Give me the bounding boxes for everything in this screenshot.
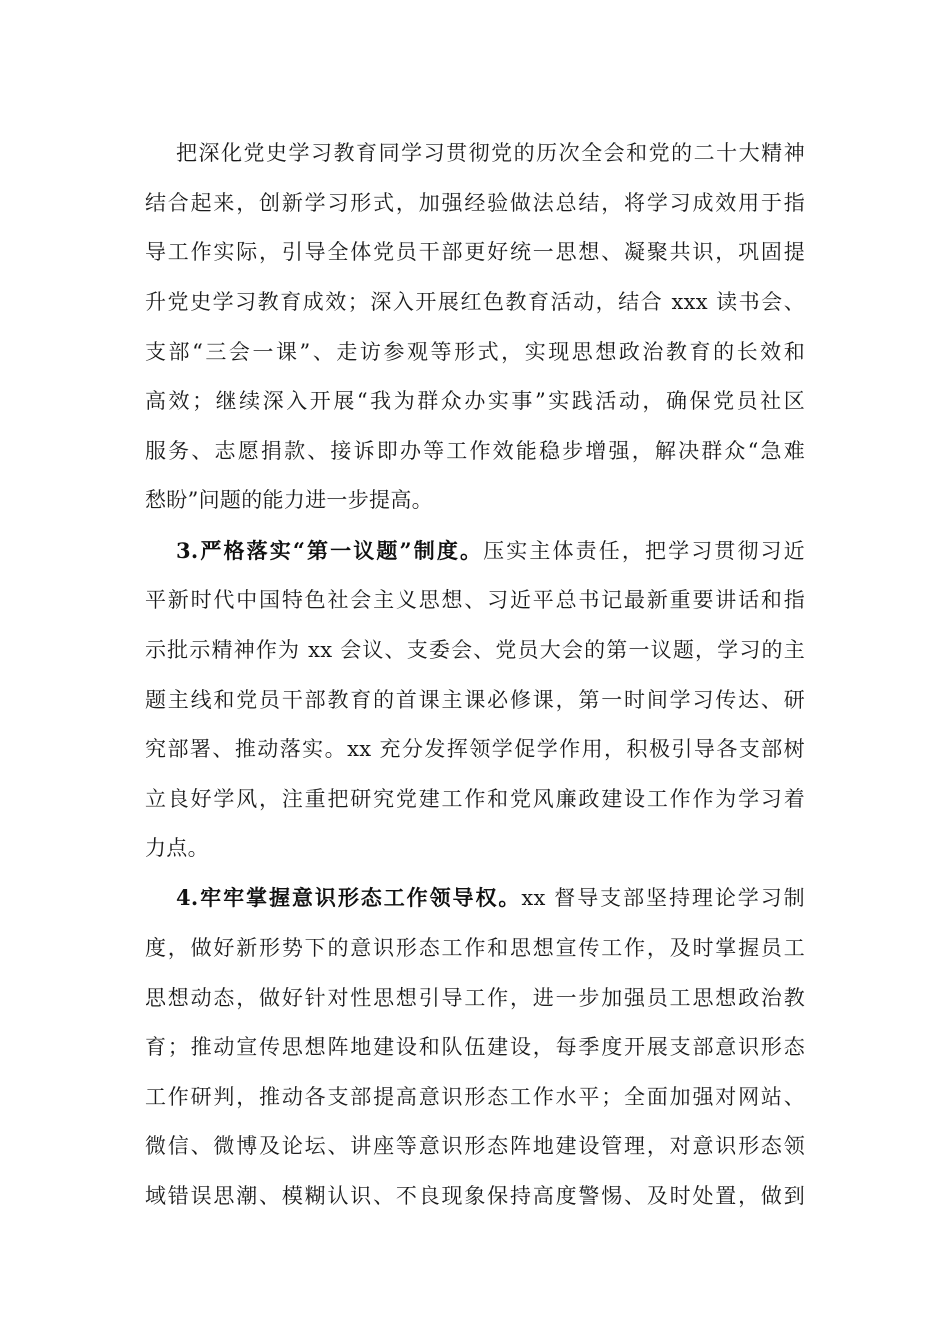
section-heading: 4.牢牢掌握意识形态工作领导权。 xyxy=(176,885,522,910)
text-line: 思想动态，做好针对性思想引导工作，进一步加强员工思想政治教 xyxy=(145,986,805,1010)
text-line: 微信、微博及论坛、讲座等意识形态阵地建设管理，对意识形态领 xyxy=(145,1134,805,1158)
text-span: 压实主体责任，把学习贯彻习近 xyxy=(483,539,805,563)
text-line: 度，做好新形势下的意识形态工作和思想宣传工作，及时掌握员工 xyxy=(145,936,805,960)
text-line xyxy=(176,884,805,912)
text-line: 力点。 xyxy=(145,836,209,860)
text-line: 究部署、推动落实。xx 充分发挥领学促学作用，积极引导各支部树 xyxy=(145,737,805,761)
text-line: 支部“三会一课”、走访参观等形式，实现思想政治教育的长效和 xyxy=(145,340,805,364)
text-line: 育；推动宣传思想阵地建设和队伍建设，每季度开展支部意识形态 xyxy=(145,1035,805,1059)
text-line: 服务、志愿捐款、接诉即办等工作效能稳步增强，解决群众“急难 xyxy=(145,439,805,463)
text-span: xx 督导支部坚持理论学习制 xyxy=(521,886,805,910)
text-line: 升党史学习教育成效；深入开展红色教育活动，结合 xxx 读书会、 xyxy=(145,290,805,314)
text-line: 示批示精神作为 xx 会议、支委会、党员大会的第一议题，学习的主 xyxy=(145,638,805,662)
text-line: 导工作实际，引导全体党员干部更好统一思想、凝聚共识，巩固提 xyxy=(145,240,805,264)
text-line: 域错误思潮、模糊认识、不良现象保持高度警惕、及时处置，做到 xyxy=(145,1184,805,1208)
text-line: 高效；继续深入开展“我为群众办实事”实践活动，确保党员社区 xyxy=(145,389,805,413)
text-line: 立良好学风，注重把研究党建工作和党风廉政建设工作作为学习着 xyxy=(145,787,805,811)
text-line xyxy=(176,537,805,565)
text-line: 结合起来，创新学习形式，加强经验做法总结，将学习成效用于指 xyxy=(145,191,805,215)
text-line: 把深化党史学习教育同学习贯彻党的历次全会和党的二十大精神 xyxy=(176,141,805,165)
text-line: 平新时代中国特色社会主义思想、习近平总书记最新重要讲话和指 xyxy=(145,588,805,612)
section-heading: 3.严格落实“第一议题”制度。 xyxy=(176,538,484,563)
text-line: 愁盼”问题的能力进一步提高。 xyxy=(145,488,433,512)
text-line: 题主线和党员干部教育的首课主课必修课，第一时间学习传达、研 xyxy=(145,688,805,712)
text-line: 工作研判，推动各支部提高意识形态工作水平；全面加强对网站、 xyxy=(145,1085,805,1109)
